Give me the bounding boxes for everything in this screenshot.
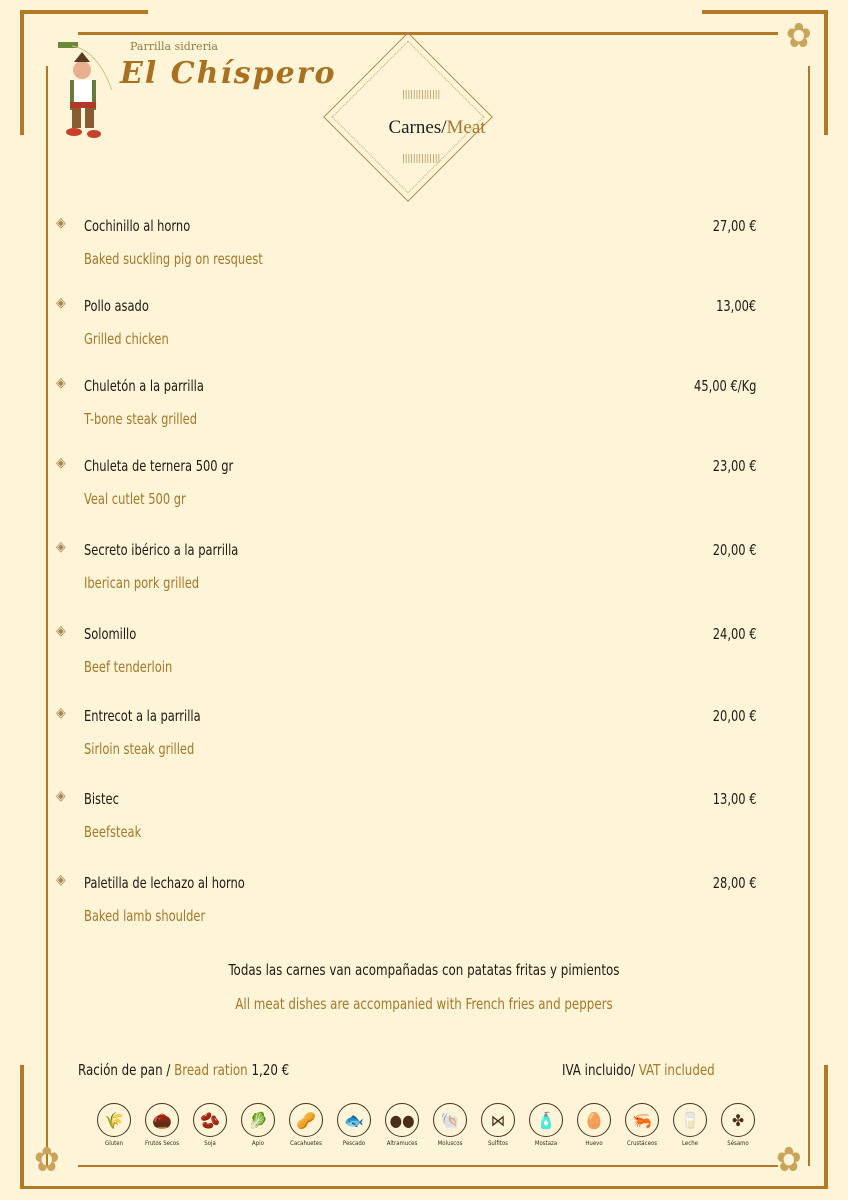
allergen-item <box>192 1103 228 1147</box>
bread-ration <box>78 1061 289 1079</box>
menu-item <box>56 217 766 277</box>
border-line <box>20 10 148 14</box>
allergen-altramuces-icon: ●● <box>385 1103 419 1137</box>
item-description: T-bone steak grilled <box>84 410 197 428</box>
diamond-bullet-icon: ◈ <box>56 623 66 639</box>
item-price: 24,00 € <box>712 625 756 643</box>
section-title-es: Carnes/ <box>388 117 447 138</box>
allergen-item <box>672 1103 708 1147</box>
allergen-label: Moluscos <box>437 1140 463 1147</box>
allergen-item <box>336 1103 372 1147</box>
allergen-sésamo-icon: ✤ <box>721 1103 755 1137</box>
item-description: Beefsteak <box>84 823 142 841</box>
diamond-bullet-icon: ◈ <box>56 539 66 555</box>
item-price: 28,00 € <box>712 874 756 892</box>
item-name: Solomillo <box>84 625 137 643</box>
menu-item <box>56 874 766 934</box>
allergen-frutos-secos-icon: 🌰 <box>145 1103 179 1137</box>
border-line <box>20 1186 828 1189</box>
allergen-item <box>576 1103 612 1147</box>
item-price: 23,00 € <box>712 457 756 475</box>
item-name: Entrecot a la parrilla <box>84 707 201 725</box>
allergen-item <box>432 1103 468 1147</box>
item-description: Iberican pork grilled <box>84 574 200 592</box>
flower-decoration-icon: ✿ <box>34 1140 60 1180</box>
item-price: 20,00 € <box>712 707 756 725</box>
allergen-item <box>480 1103 516 1147</box>
border-line <box>808 66 810 1166</box>
menu-item <box>56 541 766 601</box>
item-description: Grilled chicken <box>84 330 169 348</box>
allergen-gluten-icon: 🌾 <box>97 1103 131 1137</box>
item-name: Paletilla de lechazo al horno <box>84 874 245 892</box>
allergen-item <box>96 1103 132 1147</box>
flower-decoration-icon: ✿ <box>786 16 812 56</box>
border-line <box>702 10 828 14</box>
item-name: Chuletón a la parrilla <box>84 377 204 395</box>
menu-item <box>56 790 766 850</box>
vat-note <box>562 1061 715 1079</box>
item-price: 45,00 €/Kg <box>693 377 756 395</box>
allergen-cacahuetes-icon: 🥜 <box>289 1103 323 1137</box>
menu-item <box>56 457 766 517</box>
allergen-label: Apio <box>252 1140 264 1147</box>
vat-es: IVA incluido/ <box>562 1061 639 1079</box>
allergen-item <box>720 1103 756 1147</box>
allergen-leche-icon: 🥛 <box>673 1103 707 1137</box>
allergen-crustáceos-icon: 🦐 <box>625 1103 659 1137</box>
item-description: Sirloin steak grilled <box>84 740 195 758</box>
allergen-label: Sésamo <box>727 1140 749 1147</box>
allergen-mostaza-icon: 🧴 <box>529 1103 563 1137</box>
item-price: 13,00 € <box>712 790 756 808</box>
item-description: Baked lamb shoulder <box>84 907 206 925</box>
item-price: 27,00 € <box>712 217 756 235</box>
allergen-label: Crustáceos <box>626 1140 658 1147</box>
diamond-bullet-icon: ◈ <box>56 872 66 888</box>
allergen-label: Frutos Secos <box>144 1140 180 1147</box>
item-price: 13,00€ <box>715 297 756 315</box>
diamond-bullet-icon: ◈ <box>56 788 66 804</box>
border-line <box>46 66 48 1166</box>
diamond-bullet-icon: ◈ <box>56 375 66 391</box>
vat-en: VAT included <box>638 1061 715 1079</box>
allergen-pescado-icon: 🐟 <box>337 1103 371 1137</box>
menu-item <box>56 625 766 685</box>
menu-item <box>56 707 766 767</box>
allergen-label: Soja <box>204 1140 216 1147</box>
diamond-bullet-icon: ◈ <box>56 215 66 231</box>
item-name: Chuleta de ternera 500 gr <box>84 457 234 475</box>
menu-item <box>56 377 766 437</box>
item-name: Pollo asado <box>84 297 149 315</box>
diamond-bullet-icon: ◈ <box>56 705 66 721</box>
item-name: Bistec <box>84 790 119 808</box>
bread-en: Bread ration <box>174 1061 248 1079</box>
restaurant-name: El Chíspero <box>120 56 337 91</box>
allergen-item <box>144 1103 180 1147</box>
allergen-legend <box>96 1103 756 1147</box>
allergen-label: Cacahuetes <box>290 1140 322 1147</box>
item-description: Veal cutlet 500 gr <box>84 490 186 508</box>
border-line <box>78 32 778 35</box>
section-title-en: Meat <box>446 117 486 138</box>
item-description: Beef tenderloin <box>84 658 173 676</box>
mascot-logo-icon <box>52 40 122 140</box>
item-price: 20,00 € <box>712 541 756 559</box>
allergen-moluscos-icon: 🐚 <box>433 1103 467 1137</box>
border-line <box>20 10 24 135</box>
item-description: Baked suckling pig on resquest <box>84 250 263 268</box>
border-line <box>824 10 828 135</box>
menu-item <box>56 297 766 357</box>
flower-decoration-icon: ✿ <box>776 1140 802 1180</box>
allergen-item <box>384 1103 420 1147</box>
allergen-label: Pescado <box>342 1140 366 1147</box>
diamond-bullet-icon: ◈ <box>56 455 66 471</box>
restaurant-subtitle: Parrilla sidreria <box>130 40 218 53</box>
section-title <box>320 117 554 139</box>
allergen-apio-icon: 🥬 <box>241 1103 275 1137</box>
item-name: Secreto ibérico a la parrilla <box>84 541 239 559</box>
allergen-label: Altramuces <box>386 1140 418 1147</box>
allergen-item <box>288 1103 324 1147</box>
allergen-item <box>240 1103 276 1147</box>
bread-price: 1,20 € <box>247 1061 290 1079</box>
item-name: Cochinillo al horno <box>84 217 191 235</box>
diamond-bullet-icon: ◈ <box>56 295 66 311</box>
border-line <box>20 1065 24 1189</box>
allergen-label: Sulfitos <box>488 1140 508 1147</box>
allergen-label: Gluten <box>105 1140 123 1147</box>
allergen-item <box>624 1103 660 1147</box>
tick-decoration: |||||||||||||| <box>402 154 441 164</box>
allergen-soja-icon: 🫘 <box>193 1103 227 1137</box>
allergen-label: Huevo <box>585 1140 603 1147</box>
allergen-label: Mostaza <box>534 1140 558 1147</box>
border-line <box>78 1165 778 1167</box>
allergen-huevo-icon: 🥚 <box>577 1103 611 1137</box>
allergen-sulfitos-icon: ⋈ <box>481 1103 515 1137</box>
note-en: All meat dishes are accompanied with French fries and peppers <box>235 995 613 1013</box>
allergen-item <box>528 1103 564 1147</box>
allergen-label: Leche <box>682 1140 698 1147</box>
tick-decoration: |||||||||||||| <box>402 90 441 100</box>
note-es: Todas las carnes van acompañadas con patatas fritas y pimientos <box>228 961 620 979</box>
bread-es: Ración de pan / <box>78 1061 175 1079</box>
border-line <box>824 1065 828 1189</box>
